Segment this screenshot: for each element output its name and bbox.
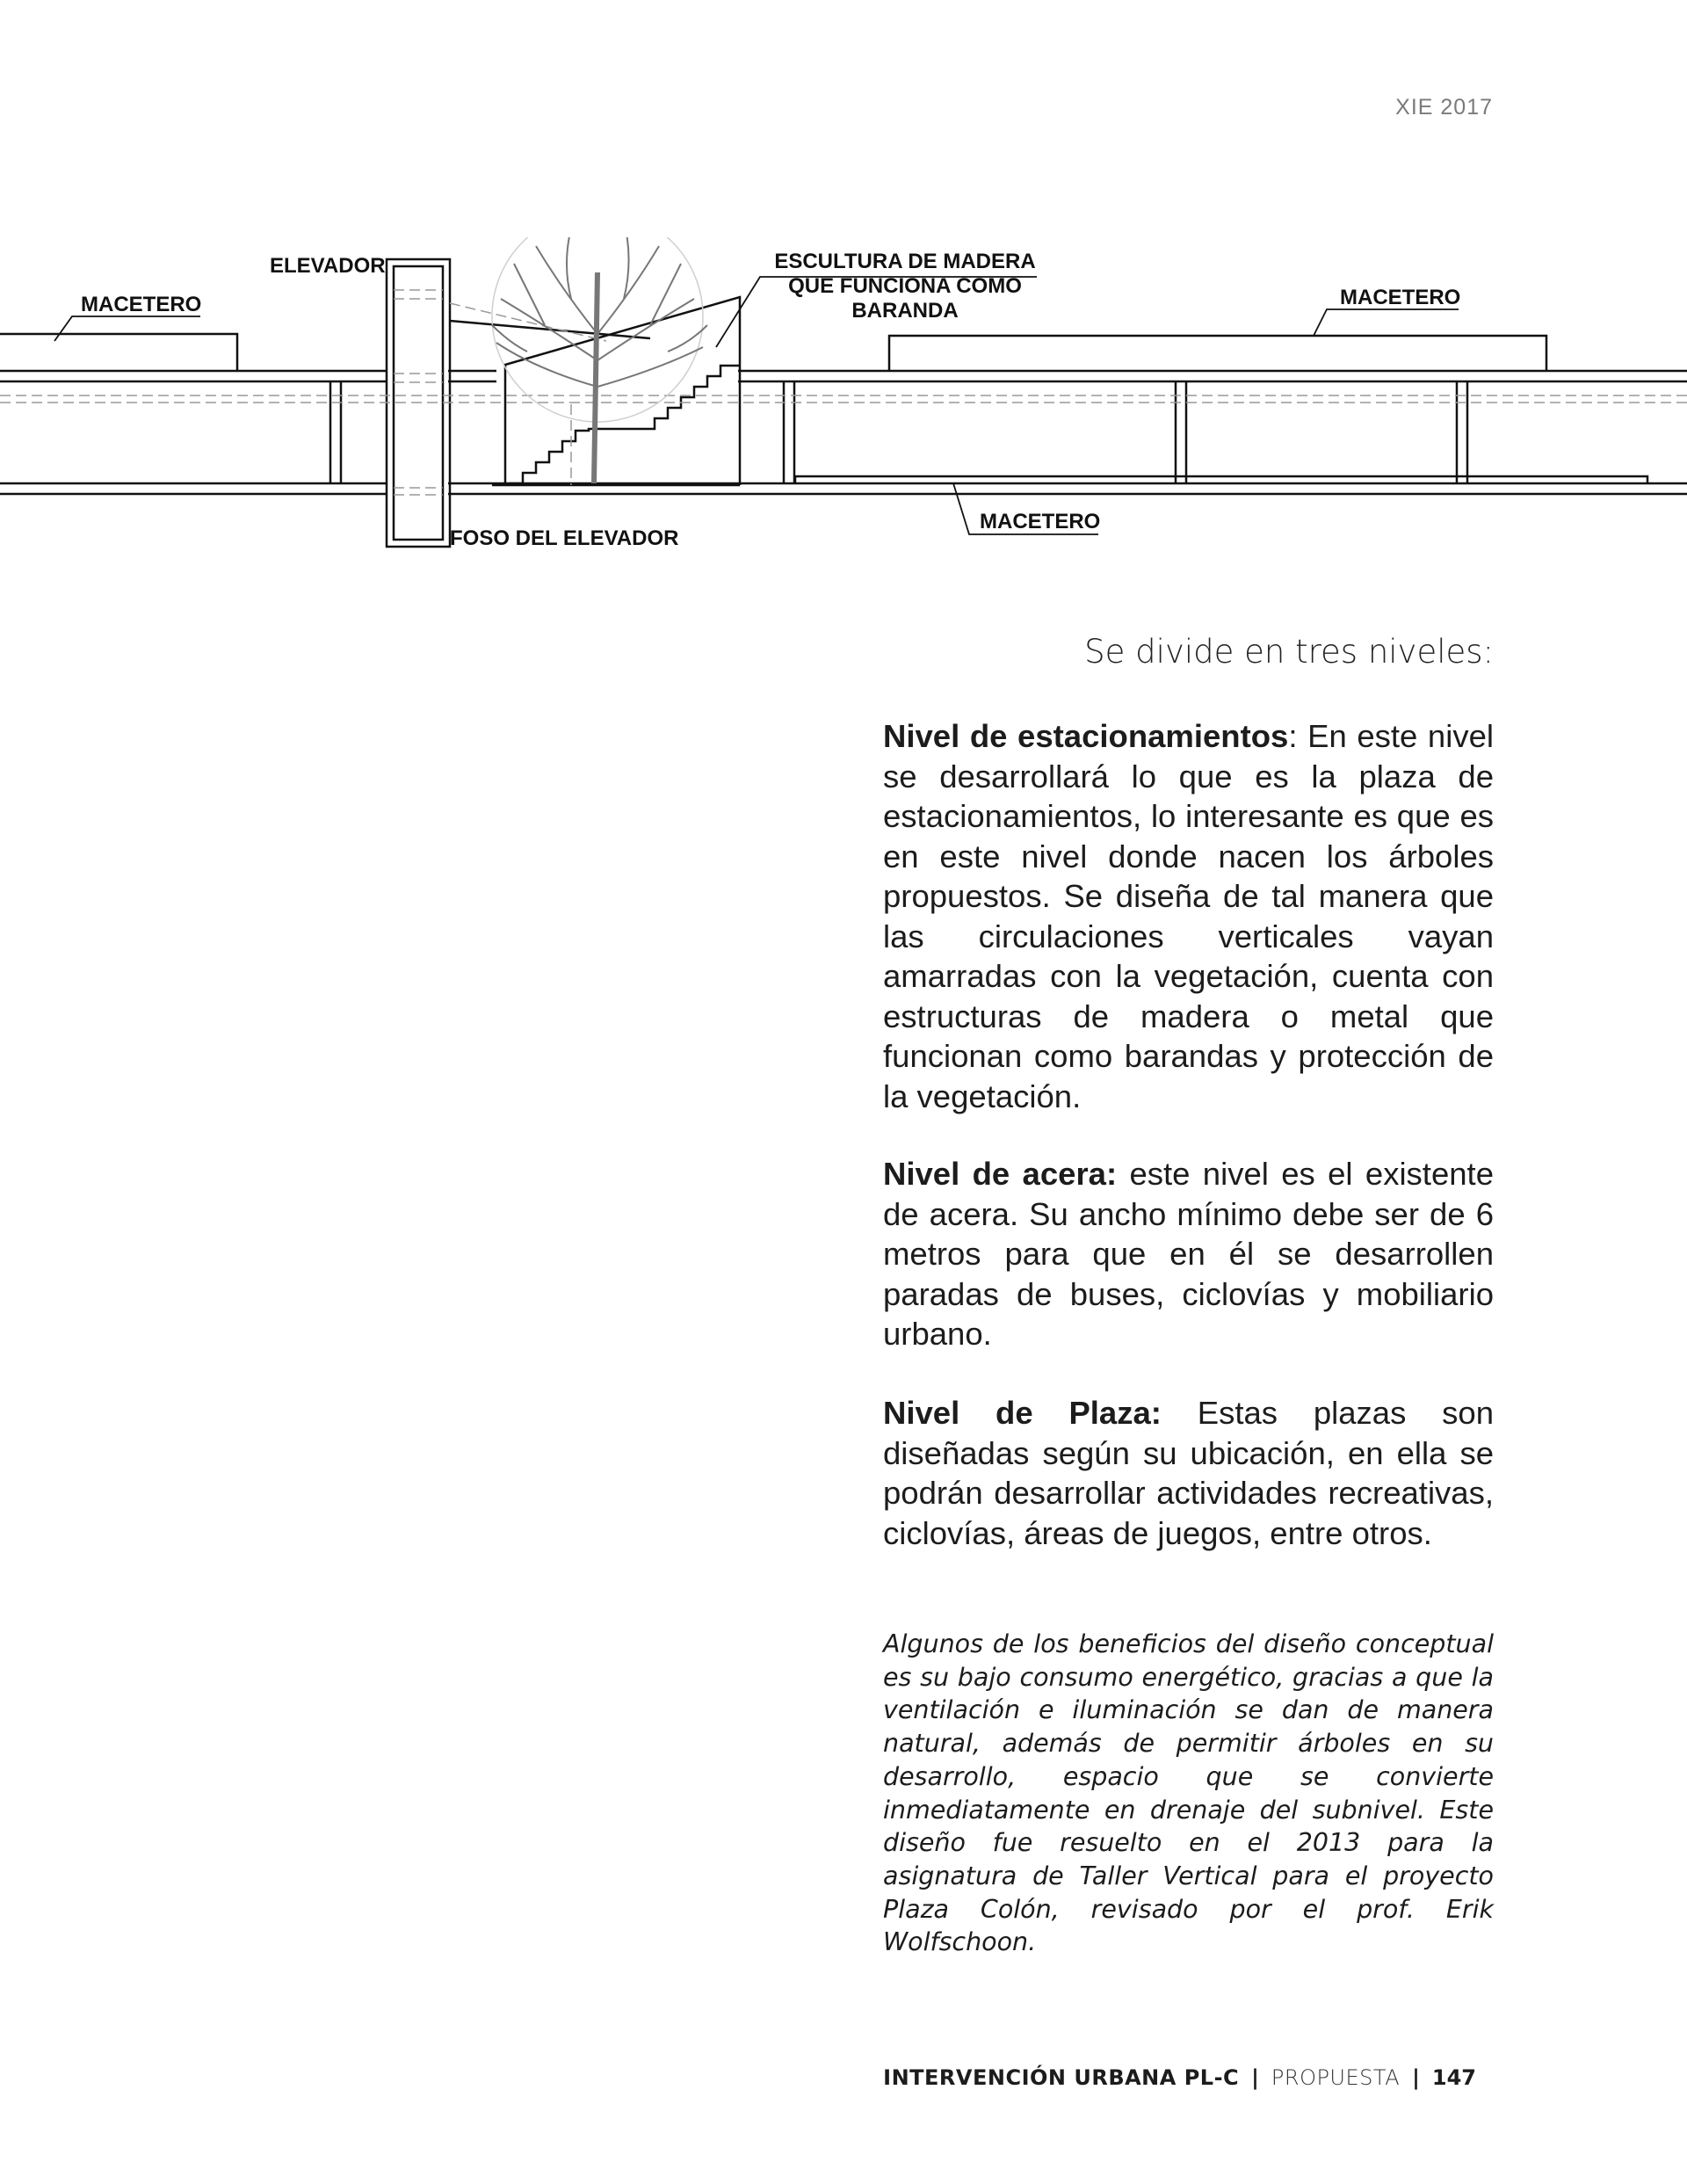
paragraph-heading: Nivel de Plaza: bbox=[883, 1395, 1162, 1431]
paragraph-heading: Nivel de acera: bbox=[883, 1156, 1118, 1192]
label-elevador: ELEVADOR bbox=[270, 254, 386, 278]
paragraph-sidewalk-level bbox=[883, 1154, 1494, 1354]
label-escultura-2: QUE FUNCIONA COMO bbox=[788, 274, 1022, 298]
label-macetero-left: MACETERO bbox=[81, 293, 202, 316]
publication-tag: XIE 2017 bbox=[1395, 95, 1493, 120]
label-macetero-bottom: MACETERO bbox=[980, 510, 1101, 533]
planter-right bbox=[889, 336, 1546, 371]
paragraph-body: : En este nivel se desarrollará lo que es la plaza de estacionamientos, lo interesante es que es en este nivel donde nacen los árboles propuestos. Se diseña de tal manera que las circulaciones verticales vayan amarradas con la vegetación, cuenta con estructuras de madera o metal que funcionan como barandas y protección de la vegetación. bbox=[883, 718, 1494, 1114]
paragraph-heading: Nivel de estacionamientos bbox=[883, 718, 1289, 754]
page-number: 147 bbox=[1431, 2065, 1476, 2090]
footer-separator: | bbox=[1251, 2065, 1259, 2090]
stair bbox=[505, 297, 740, 485]
footer-section: PROPUESTA bbox=[1271, 2065, 1401, 2090]
paragraph-body: este nivel es el existente de acera. Su ancho mínimo debe ser de 6 metros para que en él se desarrollen paradas de buses, ciclovías y mobiliario urbano. bbox=[883, 1156, 1494, 1352]
footer-publication-title: INTERVENCIÓN URBANA PL-C bbox=[883, 2065, 1240, 2090]
label-escultura-3: BARANDA bbox=[851, 299, 959, 323]
label-foso: FOSO DEL ELEVADOR bbox=[450, 526, 679, 550]
label-macetero-right: MACETERO bbox=[1340, 286, 1461, 309]
benefits-note: Algunos de los beneficios del diseño conceptual es su bajo consumo energético, gracias a que la ventilación e iluminación se dan de manera natural, además de permitir árboles en su desarrollo, espacio que se convierte inmediatamente en drenaje del subnivel. Este diseño fue resuelto en el 2013 para la asignatura de Taller Vertical para el proyecto Plaza Colón, revisado por el prof. Erik Wolfschoon. bbox=[883, 1629, 1494, 1957]
intro-text: Se divide en tres niveles: bbox=[1084, 633, 1494, 671]
paragraph-body: Estas plazas son diseñadas según su ubicación, en ella se podrán desarrollar actividades recreativas, ciclovías, áreas de juegos, entre otros. bbox=[883, 1395, 1494, 1551]
paragraph-plaza-level bbox=[883, 1393, 1494, 1553]
label-escultura-1: ESCULTURA DE MADERA bbox=[774, 250, 1036, 273]
paragraph-parking-level bbox=[883, 716, 1494, 1116]
planter-left bbox=[0, 334, 237, 371]
section-drawing bbox=[0, 237, 1687, 562]
footer-separator: | bbox=[1412, 2065, 1420, 2090]
page-footer bbox=[883, 2065, 1476, 2090]
